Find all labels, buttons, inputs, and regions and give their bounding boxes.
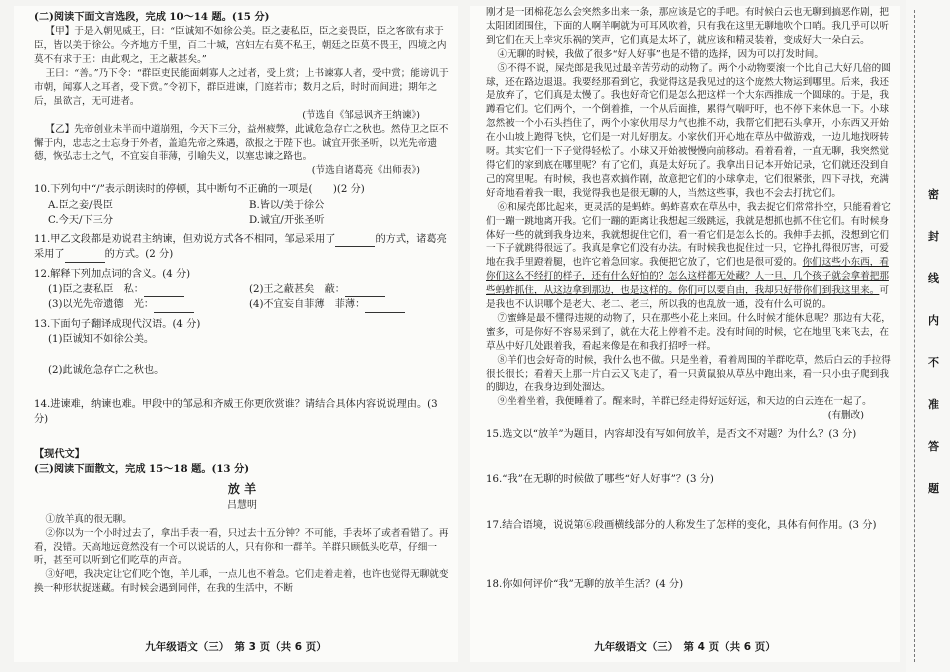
seal-char: 线 — [928, 272, 939, 285]
answer-blank[interactable] — [144, 286, 184, 297]
essay-source-note: (有删改) — [827, 410, 864, 422]
modern-text-heading: 【现代文】 — [34, 448, 85, 461]
question-12-items: (1)臣之妻私臣 私： (2)王之蔽甚矣 蔽： (3)以光先帝遗德 光： (4)不宜妄自菲薄 菲薄： — [34, 282, 450, 313]
question-17: 17.结合语境，说说第⑥段画横线部分的人称发生了怎样的变化，具体有何作用。(3 分) — [486, 519, 877, 531]
exam-page-3 — [14, 6, 458, 662]
essay-p3: ③好吧，我决定让它们吃个饱，羊儿乖，一点儿也不着急。它们走着走着，也许也觉得无聊就变换一种形状捉迷藏。有时候会遇到同伴，在我的生活中，不断 — [34, 569, 449, 595]
seal-char: 密 — [928, 188, 939, 201]
passage-yi-p1: 【乙】先帝创业未半而中道崩殂，今天下三分，益州疲弊，此诚危急存亡之秋也。然侍卫之臣不懈于内，忠志之士忘身于外者，盖追先帝之殊遇，欲报之于陛下也。诚宜开张圣听，以光先帝遗德，恢弘志士之气，不宜妄自菲薄，引喻失义，以塞忠谏之路也。 — [34, 123, 449, 163]
essay-p3-cont: 刚才是一团棉花怎么会突然多出来一条，那应该是它的手吧。有时候白云也无聊到搞恶作剧，把太阳团团围住，下面的人啊羊啊就为可耳风吹着，只有我在这里无聊地吹个口哨。我几乎可以听到它们在天上幸灾乐祸的笑声，它们真是太坏了，就应该和精灵装着，变成好大一朵白云。 — [486, 7, 889, 46]
essay-p9: ⑨坐着坐着，我便睡着了。醒来时，羊群已经走得好远好远，和天边的白云连在一起了。 — [497, 396, 872, 408]
answer-space[interactable] — [34, 347, 450, 363]
question-12: 12.解释下列加点词的含义。(4 分) — [34, 268, 191, 280]
passage-yi-source: (节选自诸葛亮《出师表》) — [311, 165, 420, 177]
question-18: 18.你如何评价“我”无聊的放羊生活？(4 分) — [486, 579, 684, 591]
option-b: B.皆以/美于徐公 — [249, 199, 325, 211]
answer-space[interactable] — [486, 488, 894, 514]
seal-char: 内 — [928, 314, 939, 327]
seal-line-margin — [906, 0, 950, 672]
answer-blank[interactable] — [65, 252, 105, 263]
option-c: C.今天/下三分 — [48, 214, 114, 226]
seal-dashed-line — [914, 10, 915, 662]
essay-p7: ⑦蜜蜂是最不懂得违规的动物了，只在那些小花上来回。什么时候才能休息呢？那边有大花，蜜多，可是你好不容易采到了，就在大花上停着不走。没有时间的时候，它在地里飞来飞去，在草丛中好几处跟着我，看起来像是在和我打招呼一样。 — [486, 312, 891, 352]
answer-space[interactable] — [34, 379, 450, 393]
question-11: 11.甲乙文段都是劝说君主纳谏，但劝说方式各不相同，邹忌采用了 的方式，诸葛亮采用了 的方式。(2 分) — [34, 232, 450, 263]
essay-p6: ⑥和屎壳郎比起来，更灵活的是蚂蚱。蚂蚱喜欢在草丛中，我去捉它们常常扑空，只能看着它们一蹦一跳地离开我。它们一蹦的距离让我想起三级跳远，我就是想抓也抓不住它们。有时候身体好一些的就到我身边来，我就想捉住它们，看一看它们是怎么长的。我伸手去抓，没想到它们一下子就跳得很远了。我真是拿它们没有办法。有时候我也捉住过一只，它挣扎得很厉害，可爱地在我手里蹬着腿，也许它着急回家。我便把它放了，它们也是很可爱的。你们这些小东西，看你们这么不经打的样子，还有什么好怕的？怎么这样都无处藏？人一旦，几个孩子就会拿着把那些蚂蚱抓住，从这边拿到那边，也是这样的。你们可以要自由，我却只好带你们到我这里来。可是我也不认识哪个是老大、老二、老三，所以我的也乱放一通，没有什么可说的。 — [486, 201, 891, 311]
essay-p8: ⑧羊们也会好奇的时候，我什么也不做。只是坐着，看着周围的羊群吃草，然后白云的手拉得很长很长；看着天上那一片白云又飞走了，看一只黄鼠狼从草丛中跑出来，看一只小虫子爬到我的脚边，在我身边到处溜达。 — [486, 354, 891, 394]
option-d: D.诚宜/开张圣听 — [249, 214, 325, 226]
underlined-passage: 你们这些小东西，看你们这么不经打的样子，还有什么好怕的？怎么这样都无处藏？人一旦，几个孩子就会拿着把那些蚂蚱抓住，从这边拿到那边，也是这样的。你们可以要自由，我却只好带你们到我这里来。 — [486, 257, 889, 297]
essay-p4: ④无聊的时候，我做了很多“好人好事”也是不错的选择，因为可以打发时间。 — [497, 48, 824, 60]
question-15: 15.选文以“放羊”为题目，内容却没有写如何放羊，是否文不对题？为什么？(3 分) — [486, 429, 857, 441]
answer-blank[interactable] — [365, 302, 405, 313]
question-13-1: (1)臣诚知不如徐公美。 — [48, 333, 155, 345]
seal-char: 答 — [928, 440, 939, 453]
essay-p1: ①放羊真的很无聊。 — [45, 513, 132, 525]
answer-space[interactable] — [34, 427, 450, 447]
passage-jia-source: (节选自《邹忌讽齐王纳谏》) — [302, 109, 420, 121]
passage-jia-p2: 王曰：“善。”乃下令：“群臣吏民能面刺寡人之过者，受上赏；上书谏寡人者，受中赏；能谤讥于市朝，闻寡人之耳者，受下赏。”令初下，群臣进谏，门庭若市；数月之后，时时而间进；期年之后，虽欲言，无可进者。 — [34, 68, 449, 107]
seal-char: 封 — [928, 230, 939, 243]
question-16: 16.“我”在无聊的时候做了哪些“好人好事”？(3 分) — [486, 474, 714, 486]
exam-page-4 — [470, 6, 900, 662]
seal-char: 不 — [928, 356, 939, 369]
page-footer: 九年级语文（三） 第 4 页（共 6 页） — [594, 641, 776, 654]
option-a: A.臣之妾/畏臣 — [48, 199, 113, 211]
question-10: 10.下列句中“/”表示朗读时的停顿，其中断句不正确的一项是( )(2 分) — [34, 184, 365, 196]
section-3-heading: (三)阅读下面散文，完成 15～18 题。(13 分) — [34, 463, 250, 476]
essay-title: 放 羊 — [227, 481, 257, 496]
question-13-2: (2)此诚危急存亡之秋也。 — [48, 365, 165, 377]
essay-p5: ⑤不得不说，屎壳郎是我见过最辛苦劳动的动物了。两个小动物要滚一个比自己大好几倍的圆球，还在路边退退。我要经那看到它，我觉得这是我见过的这个庞然大物运到哪里。后来，我还是放弃了，它们真是太慢了。我也好奇它们是怎么把这样一个大东西推成一个圆球的。于是，我蹲看它们。它们两个，一个倒着推，一个从后面推，累得气喘吁吁，也不停下来休息一下。小球忽然被一个小石头挡住了，两个小家伙用尽力气也推不动，我帮它们把石头拿开，小东西又开始在小山坡上跑得飞快，它们是一对儿好朋友。小家伙们开心地在草丛中做游戏，一边儿地找呀转呀。其实它们一下子觉得轻松了。小球又开始被慢慢向前移动。看着看着，一直无聊，我突然觉得它们的家到底在哪里呢？有了它们，真是太好玩了。我拿出日记本开始记录，它们就还没到自己的窝里呢。有时候，我也喜欢搞作剧，故意把它们的小球拿走，它们很紧张，四下寻找，充满好奇地看着我一眼，我觉得我也是很无聊的人，当然这些事，我也不会去打扰它们。 — [486, 62, 891, 199]
question-10-options — [34, 198, 450, 229]
passage-jia-p1: 【甲】于是入朝见威王，曰：“臣诚知不如徐公美。臣之妻私臣，臣之妾畏臣，臣之客欲有求于臣，皆以美于徐公。今齐地方千里，百二十城，宫妇左右莫不私王，朝廷之臣莫不畏王，四境之内莫不有求于王：由此观之，王之蔽甚矣。” — [34, 26, 447, 66]
seal-char: 准 — [928, 398, 939, 411]
answer-space[interactable] — [486, 442, 894, 468]
answer-blank[interactable] — [154, 302, 194, 313]
question-14: 14.进谏难，纳谏也难。甲段中的邹忌和齐威王你更欣赏谁？请结合具体内容说说理由。(3 分) — [34, 398, 438, 425]
section-2-heading: (二)阅读下面文言选段，完成 10～14 题。(15 分) — [34, 11, 270, 23]
essay-author: 吕慧明 — [227, 499, 257, 511]
question-13: 13.下面句子翻译成现代汉语。(4 分) — [34, 318, 201, 330]
seal-char: 题 — [928, 482, 939, 495]
answer-blank[interactable] — [345, 286, 385, 297]
answer-blank[interactable] — [335, 236, 375, 247]
essay-p2: ②你以为一个小时过去了，拿出手表一看，只过去十五分钟？不可能，手表坏了或者看错了。再看，没错。天高地远竟然没有一个可以说话的人，只有你和一群羊。羊群只顾低头吃草，仔细一听，甚至可以听到它们吃草的声音。 — [34, 527, 449, 567]
page-footer: 九年级语文（三） 第 3 页（共 6 页） — [145, 641, 327, 654]
answer-space[interactable] — [486, 533, 894, 573]
